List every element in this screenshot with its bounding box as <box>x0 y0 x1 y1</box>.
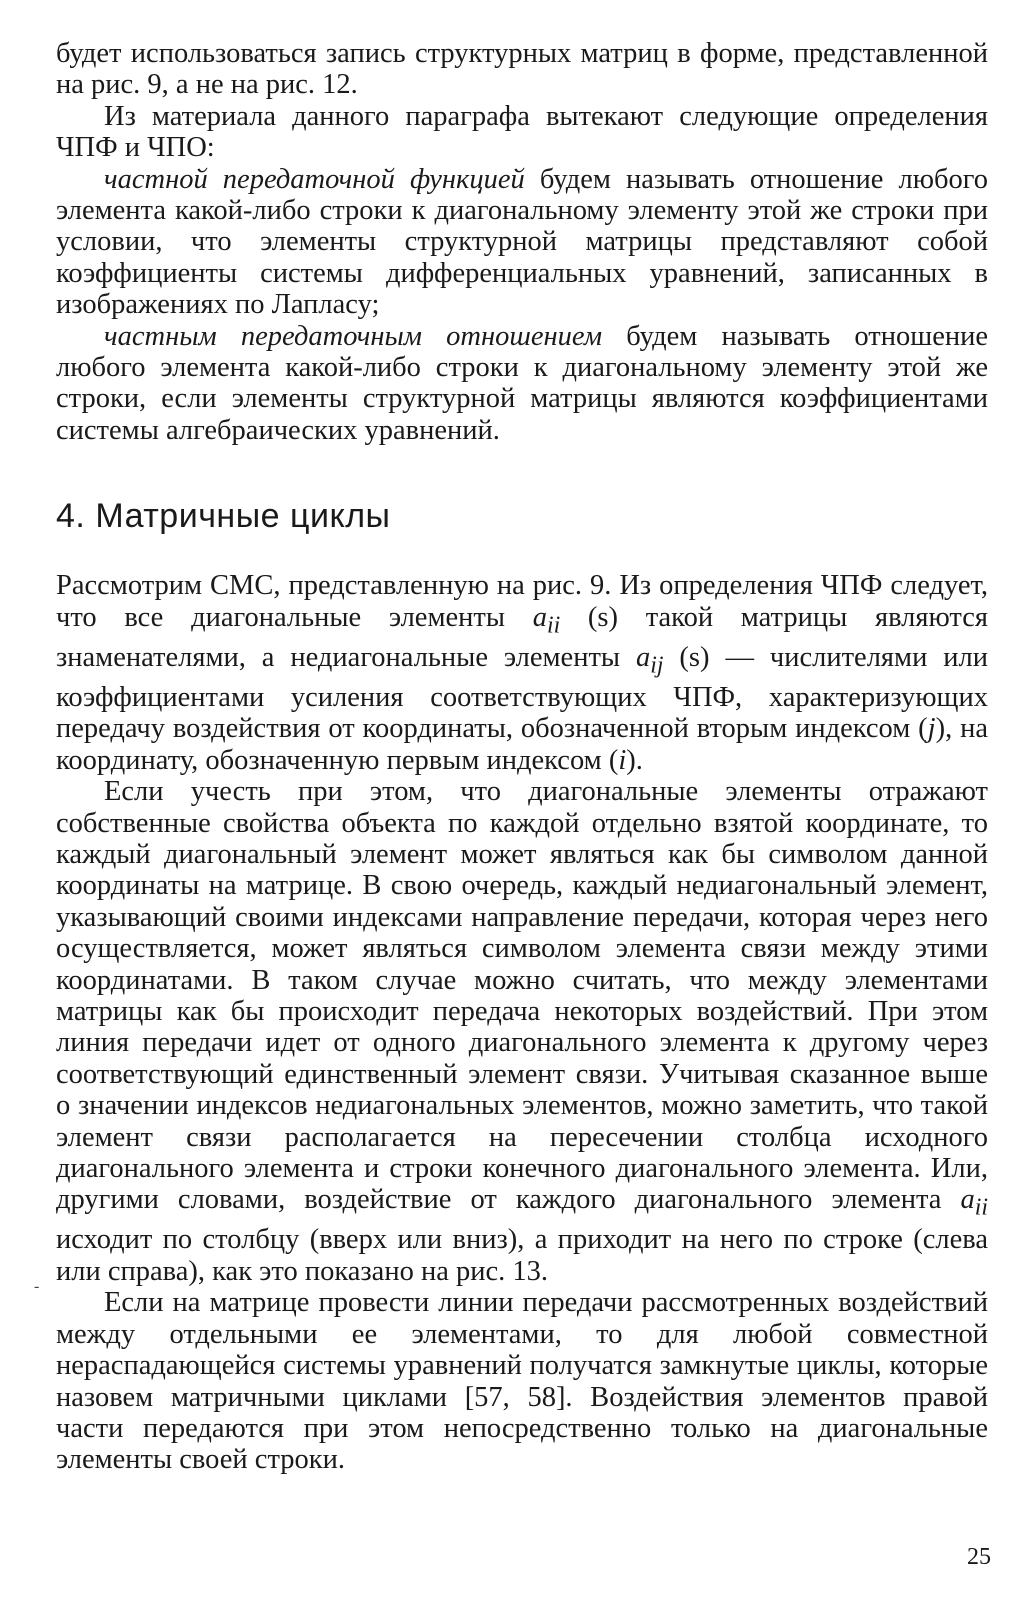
text-run: ), на координату, обозначенную первым индексом ( <box>56 713 988 776</box>
page-body <box>56 38 988 1476</box>
margin-mark: - <box>34 1278 40 1295</box>
definition-term: частной передаточной функцией <box>104 163 525 195</box>
intro-paragraph: Из материала данного параграфа вытекают следующие определения ЧПФ и ЧПО: <box>56 100 988 164</box>
symbol-arg: (s) <box>560 601 618 633</box>
definition-transfer-function <box>56 164 988 321</box>
subscript-ij: ij <box>650 652 664 679</box>
paragraph-matrix-elements <box>56 570 988 776</box>
symbol-a: a <box>960 1184 975 1216</box>
text-run: — числителями или коэффициентами усиления соответствующих ЧПФ, характеризующих передачу воздействия от координаты, обозначенной вторым индексом ( <box>56 641 988 745</box>
index-i: i <box>618 744 627 776</box>
text-run: исходит по столбцу (вверх или вниз), а приходит на него по строке (слева или справа), как это показано на рис. 13. <box>56 1224 988 1287</box>
paragraph-matrix-cycles: Если на матрице провести линии передачи рассмотренных воздействий между отдельными ее элементами, то для любой совместной нераспадающейся системы уравнений получатся замкнутые циклы, которые назовем матричными циклами [57, 58]. Воздействия элементов правой части передаются при этом непосредственно только на диагональные элементы своей строки. <box>56 1287 988 1476</box>
section-title: Матричные циклы <box>95 497 391 536</box>
paragraph-diagonal-elements <box>56 776 988 1287</box>
page-number: 25 <box>967 1544 991 1570</box>
definition-term: частным передаточным отношением <box>104 320 603 352</box>
section-heading <box>56 498 988 534</box>
symbol-a: a <box>532 601 547 633</box>
top-paragraph: будет использоваться запись структурных матриц в форме, представленной на рис. 9, а не на рис. 12. <box>56 38 988 101</box>
definition-text: будем называть отношение любого элемента какой-либо строки к диагональному элементу этой же строки, если элементы структурной матрицы являются коэффициентами системы алгебраических уравнений. <box>56 320 989 446</box>
text-run: Рассмотрим СМС, представленную на рис. 9. Из определения ЧПФ следует, что все диагональные элементы <box>56 570 988 633</box>
index-j: j <box>927 713 936 745</box>
text-run: ). <box>626 744 643 776</box>
section-number: 4. <box>56 497 86 536</box>
subscript-ii: ii <box>546 612 561 639</box>
definition-text: будем называть отношение любого элемента какой-либо строки к диагональному элементу этой же строки при условии, что элементы структурной матрицы представляют собой коэффициенты системы дифференциальных уравнений, записанных в изображениях по Лапласу; <box>56 163 988 321</box>
subscript-ii: ii <box>974 1195 988 1222</box>
symbol-arg: (s) <box>663 641 710 673</box>
definition-transfer-ratio <box>56 321 988 447</box>
text-run: такой матрицы являются знаменателями, а недиагональные элементы <box>56 601 988 673</box>
text-run: Если учесть при этом, что диагональные элементы отражают собственные свойства объекта по каждой отдельно взятой координате, то каждый диагональный элемент может являться как бы символом данной координаты на матрице. В свою очередь, каждый недиагональный элемент, указывающий своими индексами направление передачи, которая через него осуществляется, может являться символом элемента связи между этими координатами. В таком случае можно считать, что между элементами матрицы как бы происходит передача некоторых воздействий. При этом линия передачи идет от одного диагонального элемента к другому через соответствующий единственный элемент связи. Учитывая сказанное выше о значении индексов недиагональных элементов, можно заметить, что такой элемент связи располагается на пересечении столбца исходного диагонального элемента и строки конечного диагонального элемента. Или, другими словами, воздействие от каждого диагонального элемента <box>56 776 988 1216</box>
symbol-a: a <box>636 641 651 673</box>
